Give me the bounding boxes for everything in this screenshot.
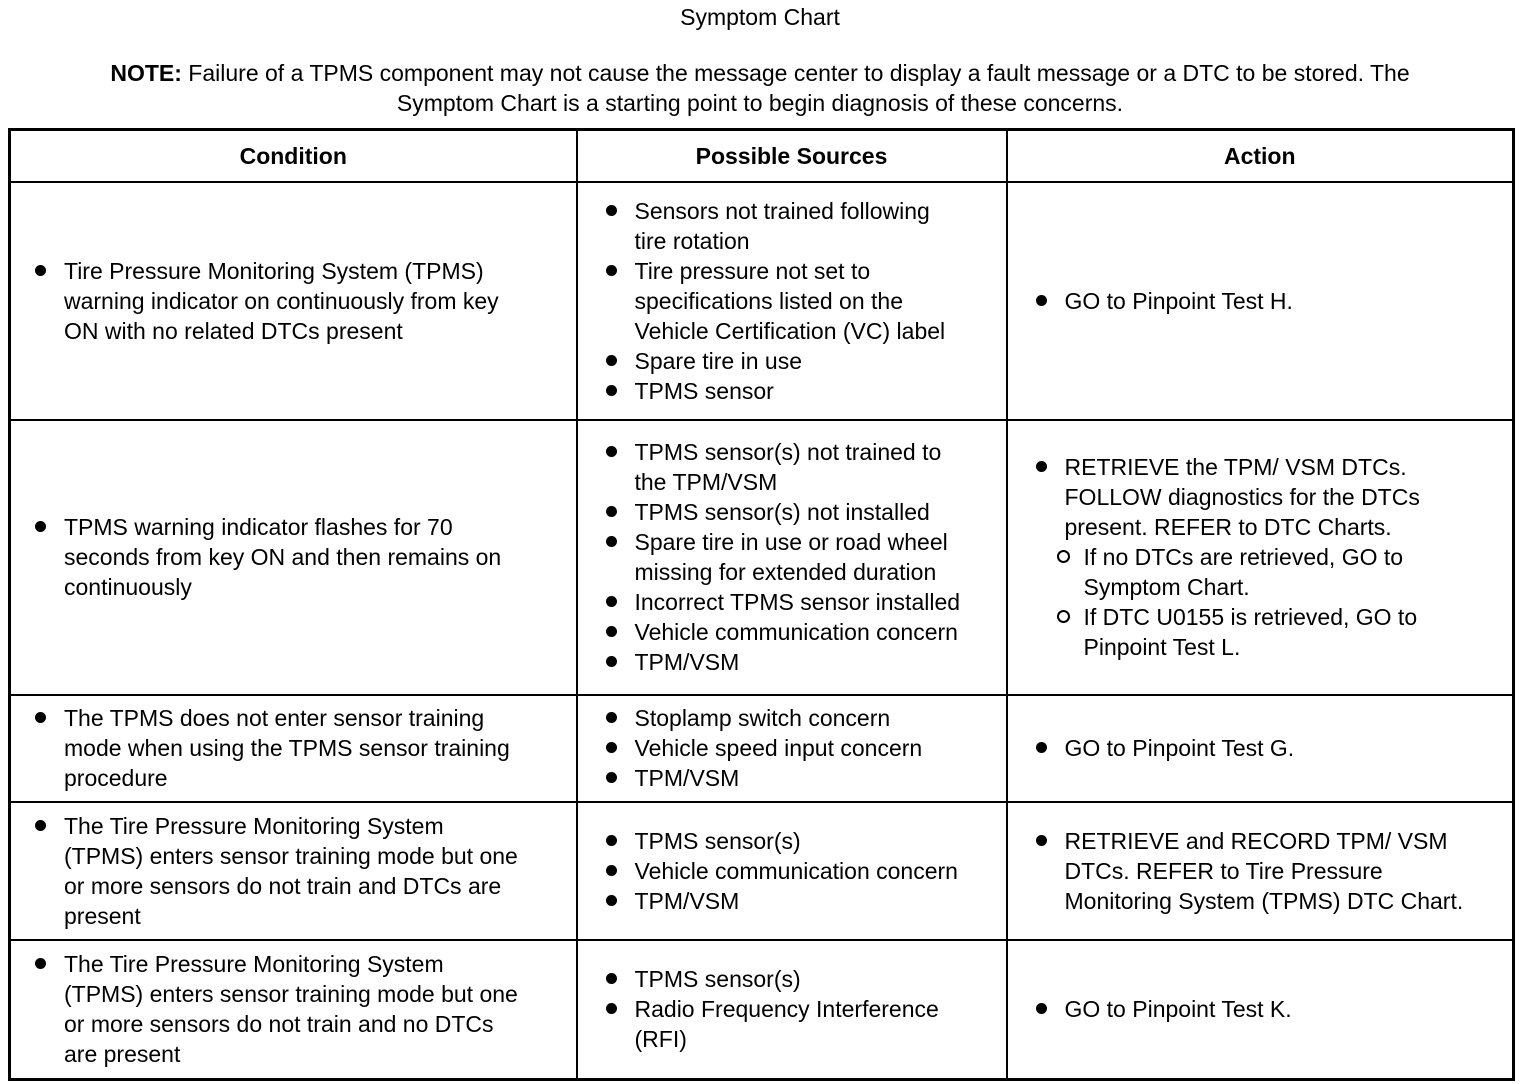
condition-cell <box>10 802 577 940</box>
bullet-icon <box>35 712 46 723</box>
list-item <box>606 196 1006 256</box>
condition-text: TPMS warning indicator flashes for 70 seconds from key ON and then remains on continuously <box>64 514 502 600</box>
bullet-icon <box>606 385 617 396</box>
action-text: RETRIEVE and RECORD TPM/ VSM DTCs. REFER to Tire Pressure Monitoring System (TPMS) DTC Chart. <box>1064 827 1464 914</box>
condition-cell <box>10 182 577 420</box>
action-cell <box>1007 182 1514 420</box>
action-text: GO to Pinpoint Test K. <box>1064 996 1292 1023</box>
source-text: Incorrect TPMS sensor installed <box>634 589 961 615</box>
bullet-icon <box>606 626 617 637</box>
symptom-chart-table <box>8 128 1515 1081</box>
action-cell <box>1007 802 1514 940</box>
list-item <box>35 949 576 1069</box>
bullet-icon <box>606 1003 617 1014</box>
list-item <box>606 527 1006 587</box>
table-row <box>10 420 1514 695</box>
table-row <box>10 802 1514 940</box>
sources-cell <box>577 940 1007 1080</box>
list-item <box>606 587 1006 617</box>
list-item <box>35 811 576 931</box>
list-item <box>35 256 576 346</box>
sub-list-item <box>1036 542 1513 602</box>
condition-cell <box>10 420 577 695</box>
source-text: Sensors not trained following tire rotation <box>634 197 930 254</box>
list-item <box>606 856 1006 886</box>
condition-cell <box>10 695 577 802</box>
bullet-icon <box>1036 1003 1047 1014</box>
action-cell <box>1007 420 1514 695</box>
sources-cell <box>577 420 1007 695</box>
source-text: Vehicle communication concern <box>634 857 958 884</box>
list-item <box>606 826 1006 856</box>
list-item <box>606 617 1006 647</box>
header-possible-sources: Possible Sources <box>577 130 1007 182</box>
list-item <box>1036 286 1513 316</box>
note-paragraph <box>60 58 1460 118</box>
list-item <box>606 647 1006 677</box>
action-sub-text: If DTC U0155 is retrieved, GO to Pinpoint Test L. <box>1083 604 1418 660</box>
list-item <box>1036 733 1513 763</box>
sources-cell <box>577 802 1007 940</box>
list-item <box>1036 452 1513 542</box>
bullet-icon <box>606 656 617 667</box>
bullet-icon <box>606 973 617 984</box>
source-text: Stoplamp switch concern <box>634 705 891 731</box>
header-condition: Condition <box>10 130 577 182</box>
source-text: TPM/VSM <box>634 887 740 914</box>
list-item <box>606 256 1006 346</box>
bullet-icon <box>1036 835 1047 846</box>
list-item <box>35 703 576 793</box>
sub-list-item <box>1036 602 1513 662</box>
bullet-icon <box>606 742 617 753</box>
bullet-icon <box>35 521 46 532</box>
list-item <box>1036 994 1513 1024</box>
table-row <box>10 695 1514 802</box>
bullet-icon <box>606 895 617 906</box>
condition-cell <box>10 940 577 1080</box>
bullet-icon <box>35 265 46 276</box>
bullet-icon <box>606 355 617 366</box>
condition-text: The Tire Pressure Monitoring System (TPMS) enters sensor training mode but one or more sensors do not train and no DTCs are present <box>64 951 518 1068</box>
table-row <box>10 940 1514 1080</box>
note-label: NOTE: <box>110 60 182 86</box>
list-item <box>606 437 1006 497</box>
source-text: TPM/VSM <box>634 765 740 791</box>
bullet-icon <box>1036 295 1047 306</box>
sources-cell <box>577 182 1007 420</box>
source-text: Spare tire in use <box>634 347 802 374</box>
table-row <box>10 182 1514 420</box>
list-item <box>35 512 576 602</box>
source-text: Spare tire in use or road wheel missing for extended duration <box>634 529 948 585</box>
action-sub-text: If no DTCs are retrieved, GO to Symptom Chart. <box>1083 544 1404 600</box>
condition-text: The Tire Pressure Monitoring System (TPMS) enters sensor training mode but one or more sensors do not train and DTCs are present <box>64 812 518 929</box>
condition-text: The TPMS does not enter sensor training mode when using the TPMS sensor training procedure <box>64 705 510 791</box>
condition-text: Tire Pressure Monitoring System (TPMS) warning indicator on continuously from key ON with no related DTCs present <box>64 257 499 344</box>
bullet-icon <box>1036 742 1047 753</box>
source-text: TPM/VSM <box>634 649 740 675</box>
note-text: Failure of a TPMS component may not cause the message center to display a fault message or a DTC to be stored. The Symptom Chart is a starting point to begin diagnosis of these concerns. <box>181 60 1410 116</box>
bullet-icon <box>35 958 46 969</box>
source-text: TPMS sensor(s) not trained to the TPM/VSM <box>634 439 942 495</box>
table-header-row <box>10 130 1514 182</box>
list-item <box>606 346 1006 376</box>
bullet-icon <box>606 835 617 846</box>
action-text: GO to Pinpoint Test H. <box>1064 287 1293 314</box>
list-item <box>606 703 1006 733</box>
source-text: TPMS sensor(s) <box>634 966 801 993</box>
circle-bullet-icon <box>1057 610 1070 623</box>
source-text: TPMS sensor(s) <box>634 827 801 854</box>
list-item <box>606 964 1006 994</box>
source-text: Tire pressure not set to specifications listed on the Vehicle Certification (VC) label <box>634 257 946 344</box>
action-cell <box>1007 695 1514 802</box>
bullet-icon <box>606 446 617 457</box>
action-text: GO to Pinpoint Test G. <box>1064 735 1295 761</box>
bullet-icon <box>606 772 617 783</box>
source-text: Vehicle speed input concern <box>634 735 923 761</box>
list-item <box>606 994 1006 1054</box>
bullet-icon <box>606 265 617 276</box>
list-item <box>606 886 1006 916</box>
bullet-icon <box>35 820 46 831</box>
list-item <box>606 376 1006 406</box>
bullet-icon <box>606 596 617 607</box>
source-text: TPMS sensor(s) not installed <box>634 499 930 525</box>
action-text: RETRIEVE the TPM/ VSM DTCs. FOLLOW diagnostics for the DTCs present. REFER to DTC Charts. <box>1064 454 1420 540</box>
source-text: TPMS sensor <box>634 377 774 404</box>
bullet-icon <box>606 506 617 517</box>
source-text: Vehicle communication concern <box>634 619 958 645</box>
list-item <box>606 497 1006 527</box>
list-item <box>606 763 1006 793</box>
bullet-icon <box>606 712 617 723</box>
bullet-icon <box>606 536 617 547</box>
header-action: Action <box>1007 130 1514 182</box>
source-text: Radio Frequency Interference (RFI) <box>634 996 939 1053</box>
page-title: Symptom Chart <box>680 4 840 30</box>
bullet-icon <box>606 865 617 876</box>
bullet-icon <box>1036 461 1047 472</box>
sources-cell <box>577 695 1007 802</box>
list-item <box>1036 826 1513 916</box>
bullet-icon <box>606 205 617 216</box>
circle-bullet-icon <box>1057 550 1070 563</box>
action-cell <box>1007 940 1514 1080</box>
list-item <box>606 733 1006 763</box>
